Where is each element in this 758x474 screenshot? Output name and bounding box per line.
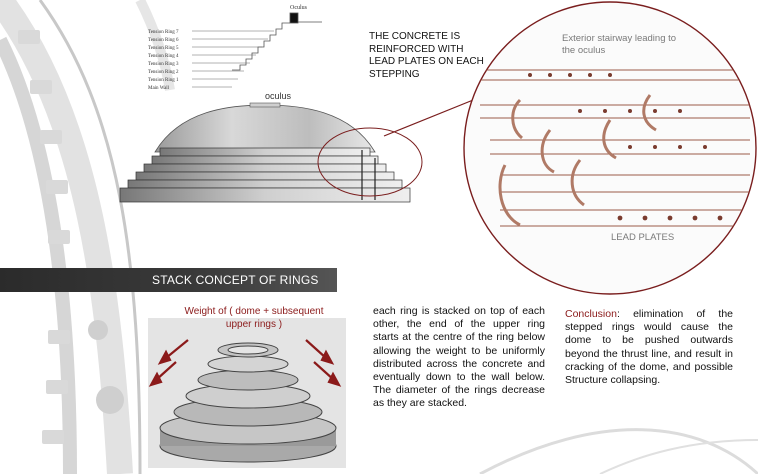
oculus-title-label: Oculus [290,5,307,11]
ring-label: Tension Ring 5 [148,46,179,51]
ring-label: Tension Ring 7 [148,30,179,35]
rings-paragraph: each ring is stacked on top of each other, the end of the upper ring starts at the centre of the ring below allowing the weight to be uniformly distributed across the concrete and eventually down to the wall below. The diameter of the rings decrease as they are stacked. [373,305,545,410]
ring-label: Tension Ring 1 [148,78,179,83]
stepped-rings [120,148,410,202]
ring-labels [148,30,179,91]
dome-shape [155,105,375,152]
section-title: STACK CONCEPT OF RINGS [152,273,319,287]
conclusion-paragraph [565,308,733,387]
conclusion-text: : elimination of the stepped rings would cause the dome to be pushed outwards beyond the thrust line, and result in cracking of the dome, and possible Structure collapsing. [565,308,733,387]
stairway-label: Exterior stairway leading to the oculus [562,33,677,56]
ring-label: Tension Ring 6 [148,38,179,43]
ring-label: Tension Ring 2 [148,70,179,75]
ring-label: Tension Ring 4 [148,54,179,59]
ring-label: Main Wall [148,86,170,91]
stacked-rings-illustration [148,318,346,468]
concrete-callout-text: THE CONCRETE IS REINFORCED WITH LEAD PLATES ON EACH STEPPING [369,31,484,80]
lead-plates-label: LEAD PLATES [611,232,675,243]
dome-oculus-label: oculus [265,91,292,101]
weight-label: Weight of ( dome + subsequent upper rings ) [184,306,324,330]
conclusion-label: Conclusion [565,308,617,320]
tension-ring-sketch [232,13,322,70]
ring-label: Tension Ring 3 [148,62,179,67]
